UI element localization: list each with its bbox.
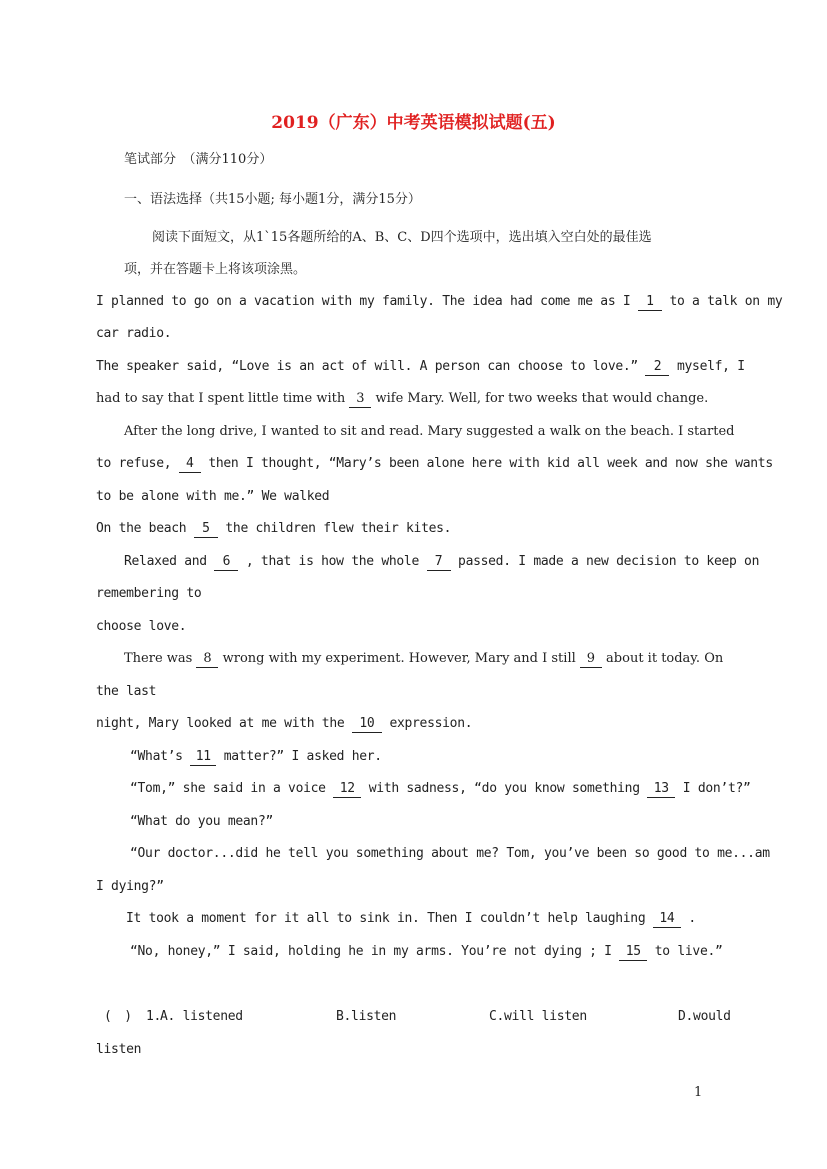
blank-1: 1	[638, 294, 662, 311]
option-d: D.would	[678, 1009, 731, 1024]
passage-text: had to say that I spent little time with	[96, 391, 346, 406]
blank-15: 15	[619, 944, 647, 961]
passage-text: night, Mary looked at me with the	[96, 716, 345, 731]
question-paren: ( )	[104, 1009, 132, 1024]
passage-line	[124, 552, 759, 572]
blank-10: 10	[352, 716, 382, 733]
blank-6: 6	[214, 554, 238, 571]
passage-text: I don’t?”	[682, 781, 751, 796]
passage-text: to a talk on my	[669, 294, 783, 309]
passage-text: “No, honey,” I said, holding he in my arms. You’re not dying ; I	[130, 944, 612, 959]
passage-line: “What do you mean?”	[130, 814, 274, 829]
blank-7: 7	[427, 554, 451, 571]
passage-line	[124, 649, 723, 669]
passage-text: to refuse,	[96, 456, 172, 471]
passage-text: I planned to go on a vacation with my family. The idea had come me as I	[96, 294, 631, 309]
blank-12: 12	[333, 781, 361, 798]
passage-line	[130, 747, 382, 767]
passage-text: The speaker said, “Love is an act of will. A person can choose to love.”	[96, 359, 638, 374]
passage-text: the children flew their kites.	[225, 521, 452, 536]
instruction-line-2: 项，并在答题卡上将该项涂黑。	[124, 262, 307, 277]
passage-text: passed. I made a new decision to keep on	[458, 554, 760, 569]
passage-text: myself, I	[676, 359, 745, 374]
option-d-continuation: listen	[96, 1042, 142, 1057]
exam-part-label: 笔试部分 （满分110分）	[124, 152, 273, 167]
passage-line: “Our doctor...did he tell you something about me? Tom, you’ve been so good to me...am	[130, 846, 770, 861]
passage-text: wife Mary. Well, for two weeks that would change.	[375, 391, 709, 406]
blank-13: 13	[647, 781, 675, 798]
passage-line	[96, 714, 472, 734]
blank-11: 11	[190, 749, 216, 766]
passage-text: about it today. On	[606, 651, 724, 666]
blank-5: 5	[194, 521, 218, 538]
passage-text: There was	[124, 651, 193, 666]
passage-line: After the long drive, I wanted to sit and read. Mary suggested a walk on the beach. I started	[124, 424, 735, 439]
passage-text: “Tom,” she said in a voice	[130, 781, 326, 796]
blank-8: 8	[196, 651, 218, 668]
blank-3: 3	[349, 391, 371, 408]
passage-text: On the beach	[96, 521, 187, 536]
passage-text: wrong with my experiment. However, Mary and I still	[222, 651, 576, 666]
passage-line	[126, 909, 696, 929]
passage-line: remembering to	[96, 586, 202, 601]
page-number: 1	[694, 1085, 703, 1100]
passage-text: matter?” I asked her.	[223, 749, 382, 764]
page-title: 2019（广东）中考英语模拟试题(五)	[271, 113, 556, 133]
blank-2: 2	[645, 359, 669, 376]
passage-text: then I thought, “Mary’s been alone here with kid all week and now she wants	[208, 456, 773, 471]
passage-line	[96, 389, 708, 409]
passage-line: choose love.	[96, 619, 187, 634]
passage-text: Relaxed and	[124, 554, 207, 569]
passage-text: “What’s	[130, 749, 183, 764]
instruction-line-1: 阅读下面短文，从1`15各题所给的A、B、C、D四个选项中，选出填入空白处的最佳选	[152, 230, 652, 245]
option-a: A. listened	[160, 1009, 243, 1024]
passage-line: the last	[96, 684, 157, 699]
passage-text: .	[688, 911, 696, 926]
blank-4: 4	[179, 456, 201, 473]
passage-line	[96, 454, 773, 474]
passage-line	[130, 942, 723, 962]
passage-line: car radio.	[96, 326, 172, 341]
passage-text: It took a moment for it all to sink in. Then I couldn’t help laughing	[126, 911, 646, 926]
passage-line	[96, 292, 782, 312]
passage-line: I dying?”	[96, 879, 164, 894]
blank-9: 9	[580, 651, 602, 668]
passage-text: expression.	[389, 716, 473, 731]
section-heading: 一、语法选择（共15小题; 每小题1分，满分15分）	[124, 192, 421, 207]
passage-line	[130, 779, 751, 799]
passage-line	[96, 357, 745, 377]
option-c: C.will listen	[489, 1009, 587, 1024]
passage-text: to live.”	[654, 944, 723, 959]
passage-line: to be alone with me.” We walked	[96, 489, 330, 504]
passage-line	[96, 519, 451, 539]
option-b: B.listen	[336, 1009, 397, 1024]
passage-text: with sadness, “do you know something	[368, 781, 640, 796]
passage-text: , that is how the whole	[245, 554, 419, 569]
question-number: 1.	[146, 1009, 162, 1024]
blank-14: 14	[653, 911, 681, 928]
